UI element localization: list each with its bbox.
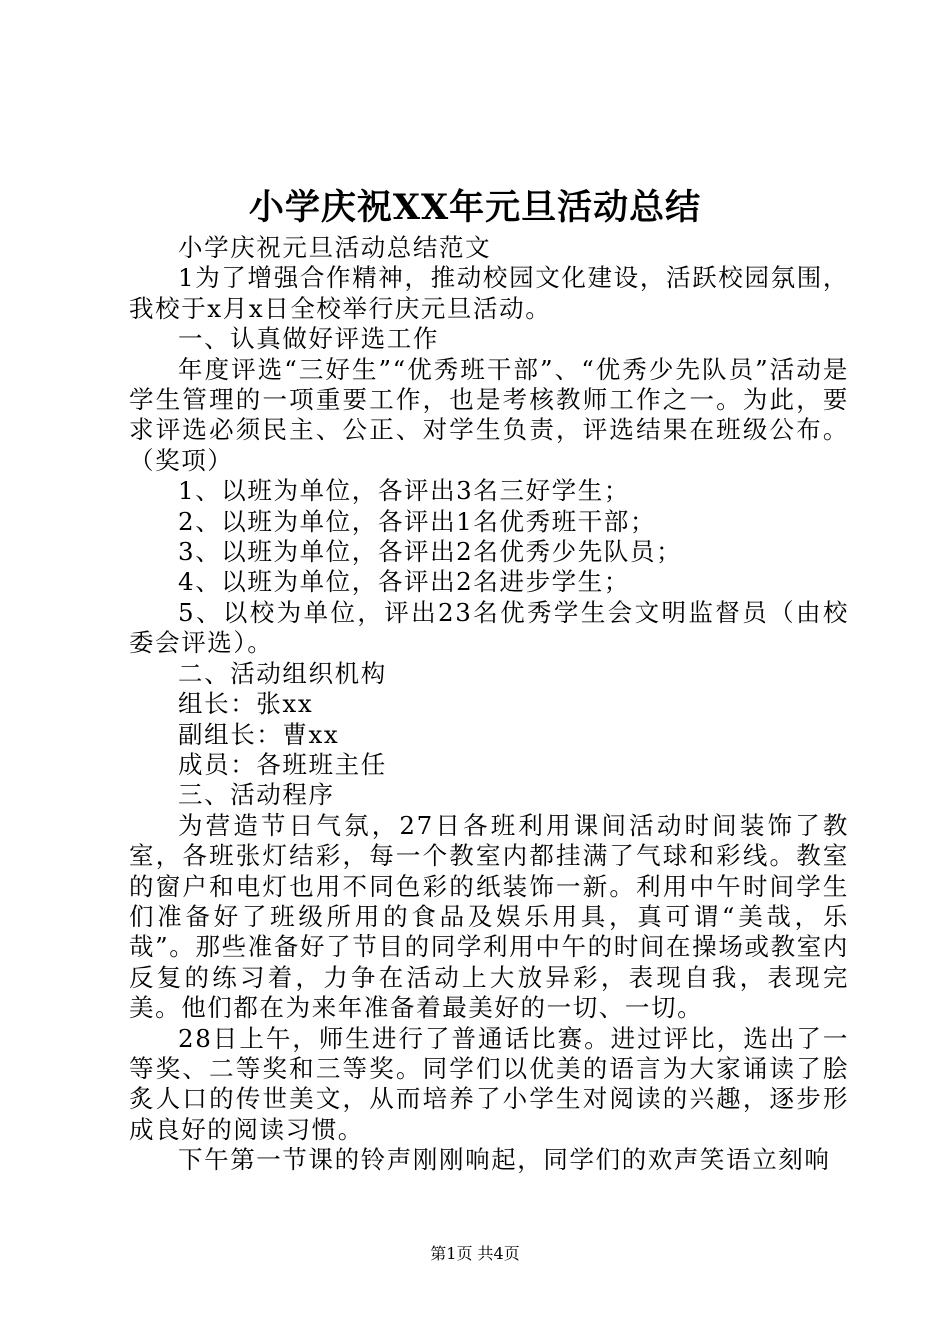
document-title: 小学庆祝XX年元旦活动总结 bbox=[248, 187, 702, 228]
body-paragraph: 下午第一节课的铃声刚刚响起，同学们的欢声笑语立刻响 bbox=[178, 1145, 831, 1175]
list-item: 2、以班为单位，各评出1名优秀班干部； bbox=[178, 506, 657, 536]
list-item: 4、以班为单位，各评出2名进步学生； bbox=[178, 567, 630, 597]
list-item: 3、以班为单位，各评出2名优秀少先队员； bbox=[178, 537, 683, 567]
section-heading: 三、活动程序 bbox=[178, 780, 335, 810]
list-item: 1、以班为单位，各评出3名三好学生； bbox=[178, 476, 630, 506]
body-paragraph: 组长：张xx bbox=[178, 689, 314, 719]
subtitle-paragraph: 小学庆祝元旦活动总结范文 bbox=[178, 233, 492, 262]
page-footer: 第1页 共4页 bbox=[430, 1244, 520, 1263]
body-paragraph: 年度评选“三好生”“优秀班干部”、“优秀少先队员”活动是学生管理的一项重要工作，也是考核教师工作之一。为此，要求评选必须民主、公正、对学生负责，评选结果在班级公布。（奖项） bbox=[129, 354, 849, 475]
list-item: 5、以校为单位，评出23名优秀学生会文明监督员（由校委会评选）。 bbox=[129, 597, 849, 658]
body-paragraph: 副组长：曹xx bbox=[178, 719, 340, 749]
body-paragraph: 28日上午，师生进行了普通话比赛。进过评比，选出了一等奖、二等奖和三等奖。同学们以优美的语言为大家诵读了脍炙人口的传世美文，从而培养了小学生对阅读的兴趣，逐步形成良好的阅读习惯。 bbox=[129, 1023, 849, 1144]
body-paragraph: 成员：各班班主任 bbox=[178, 749, 387, 779]
body-paragraph: 1为了增强合作精神，推动校园文化建设，活跃校园氛围，我校于x月x日全校举行庆元旦活动。 bbox=[129, 263, 849, 323]
section-heading: 二、活动组织机构 bbox=[178, 658, 387, 688]
section-heading: 一、认真做好评选工作 bbox=[178, 324, 439, 354]
body-paragraph: 为营造节日气氛，27日各班利用课间活动时间装饰了教室，各班张灯结彩，每一个教室内都挂满了气球和彩线。教室的窗户和电灯也用不同色彩的纸装饰一新。利用中午时间学生们准备好了班级所用的食品及娱乐用具，真可谓“美哉，乐哉”。那些准备好了节目的同学利用中午的时间在操场或教室内反复的练习着，力争在活动上大放异彩，表现自我，表现完美。他们都在为来年准备着最美好的一切、一切。 bbox=[129, 810, 849, 1023]
document-body bbox=[129, 233, 849, 1176]
